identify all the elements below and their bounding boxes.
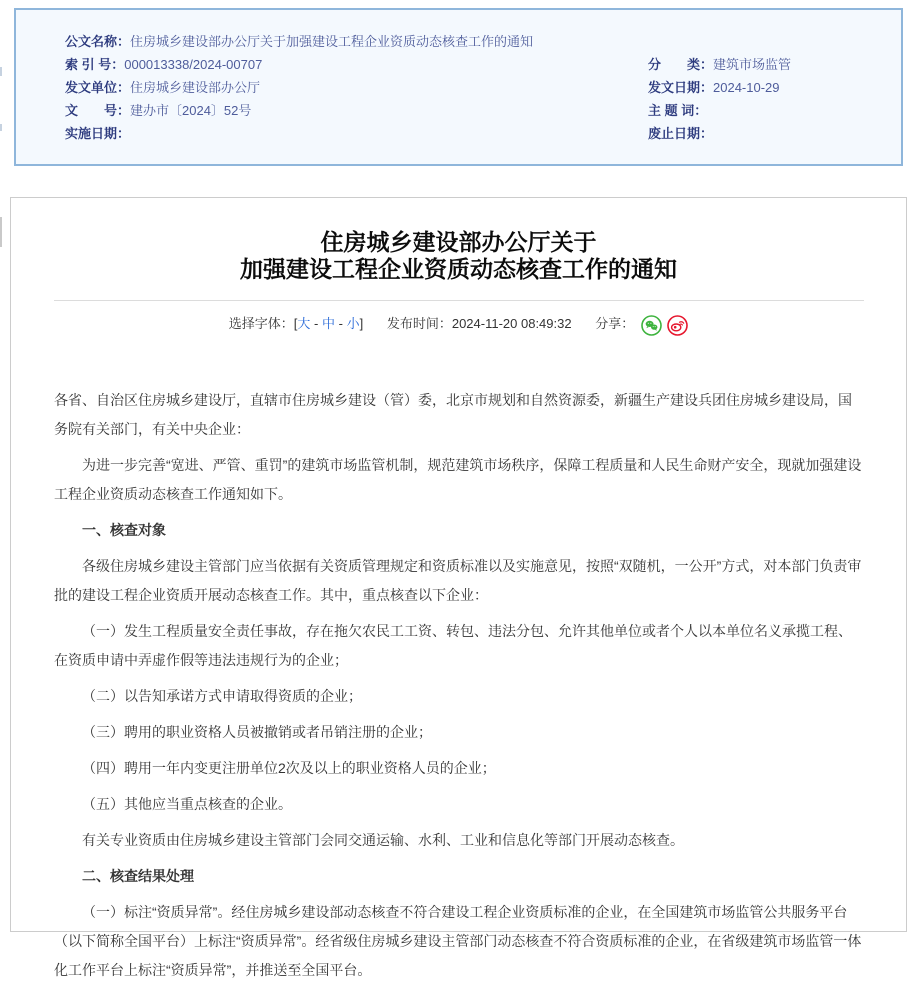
edge-widget-fragment xyxy=(0,217,2,247)
paragraph-item-2: （二）以告知承诺方式申请取得资质的企业； xyxy=(82,687,362,704)
font-size-selector xyxy=(229,316,363,331)
paragraph-item-5: （五）其他应当重点核查的企业。 xyxy=(82,795,292,812)
font-size-large-link[interactable]: 大 xyxy=(297,316,311,331)
issuing-unit-value: 住房城乡建设部办公厅 xyxy=(130,80,261,95)
font-size-selector-label: 选择字体： xyxy=(228,316,294,331)
paragraph-item-3: （三）聘用的职业资格人员被撤销或者吊销注册的企业； xyxy=(82,723,432,740)
doc-number-label: 文 号： xyxy=(65,103,131,118)
paragraph-addressees: 各省、自治区住房城乡建设厅，直辖市住房城乡建设（管）委，北京市规划和自然资源委，新疆生产建设兵团住房城乡建设局，国务院有关部门，有关中央企业： xyxy=(54,391,852,437)
category-value: 建筑市场监管 xyxy=(713,57,792,72)
index-number-value: 000013338/2024-00707 xyxy=(124,57,263,72)
article-body xyxy=(54,386,864,985)
paragraph-result-1: （一）标注“资质异常”。经住房城乡建设部动态核查不符合建设工程企业资质标准的企业，在全国建筑市场监管公共服务平台（以下简称全国平台）上标注“资质异常”。经省级住房城乡建设主管部门动态核查不符合资质标准的企业，在省级建筑市场监管一体化工作平台上标注“资质异常”，并推送至全国平台。 xyxy=(54,903,862,978)
publish-time-label: 发布时间： xyxy=(386,316,452,331)
paragraph-item-1: （一）发生工程质量安全责任事故，存在拖欠农民工工资、转包、违法分包、允许其他单位或者个人以本单位名义承揽工程、在资质申请中弄虚作假等违法违规行为的企业； xyxy=(54,622,852,668)
category-label: 分 类： xyxy=(648,57,714,72)
subject-words-label: 主 题 词： xyxy=(648,103,708,118)
font-size-sep: - xyxy=(335,316,347,331)
effective-date-label: 实施日期： xyxy=(65,126,131,141)
index-number-label: 索 引 号： xyxy=(65,57,125,72)
page-title-line1: 住房城乡建设部办公厅关于 xyxy=(320,229,597,255)
section-heading-1: 一、核查对象 xyxy=(82,521,166,538)
doc-name-value: 住房城乡建设部办公厅关于加强建设工程企业资质动态核查工作的通知 xyxy=(130,34,534,49)
meta-row xyxy=(65,122,881,145)
bracket-open: [ xyxy=(293,316,298,331)
issue-date-value: 2024-10-29 xyxy=(713,80,780,95)
font-size-small-link[interactable]: 小 xyxy=(346,316,360,331)
wechat-share-icon[interactable] xyxy=(641,315,662,336)
article-meta-row xyxy=(11,313,906,336)
page-title-line2: 加强建设工程企业资质动态核查工作的通知 xyxy=(240,256,677,282)
title-divider xyxy=(54,300,864,301)
article-card xyxy=(10,197,907,978)
repeal-date-label: 废止日期： xyxy=(648,126,714,141)
paragraph: 有关专业资质由住房城乡建设主管部门会同交通运输、水利、工业和信息化等部门开展动态核查。 xyxy=(82,831,684,848)
doc-number-value: 建办市〔2024〕52号 xyxy=(130,103,252,118)
font-size-sep: - xyxy=(310,316,322,331)
weibo-share-icon[interactable] xyxy=(667,315,688,336)
paragraph: 各级住房城乡建设主管部门应当依据有关资质管理规定和资质标准以及实施意见，按照“双随机，一公开”方式，对本部门负责审批的建设工程企业资质开展动态核查工作。其中，重点核查以下企业： xyxy=(54,557,862,603)
section-heading-2: 二、核查结果处理 xyxy=(82,867,194,884)
document-meta-box xyxy=(14,8,903,166)
publish-time xyxy=(387,316,572,331)
doc-name-label: 公文名称： xyxy=(65,34,131,49)
paragraph-intro: 为进一步完善“宽进、严管、重罚”的建筑市场监管机制，规范建筑市场秩序，保障工程质量和人民生命财产安全，现就加强建设工程企业资质动态核查工作通知如下。 xyxy=(54,456,862,502)
publish-time-value: 2024-11-20 08:49:32 xyxy=(451,316,572,331)
paragraph-item-4: （四）聘用一年内变更注册单位2次及以上的职业资格人员的企业； xyxy=(82,759,496,776)
edge-widget-fragment xyxy=(0,67,2,76)
share-label: 分享： xyxy=(595,316,635,331)
edge-widget-fragment xyxy=(0,124,2,131)
page-title xyxy=(11,229,906,283)
issuing-unit-label: 发文单位： xyxy=(65,80,131,95)
share-group xyxy=(595,316,688,331)
font-size-medium-link[interactable]: 中 xyxy=(321,316,335,331)
meta-row-doc-name xyxy=(65,30,881,53)
bracket-close: ] xyxy=(359,316,364,331)
meta-row xyxy=(65,76,881,99)
meta-row xyxy=(65,53,881,76)
meta-row xyxy=(65,99,881,122)
issue-date-label: 发文日期： xyxy=(648,80,714,95)
